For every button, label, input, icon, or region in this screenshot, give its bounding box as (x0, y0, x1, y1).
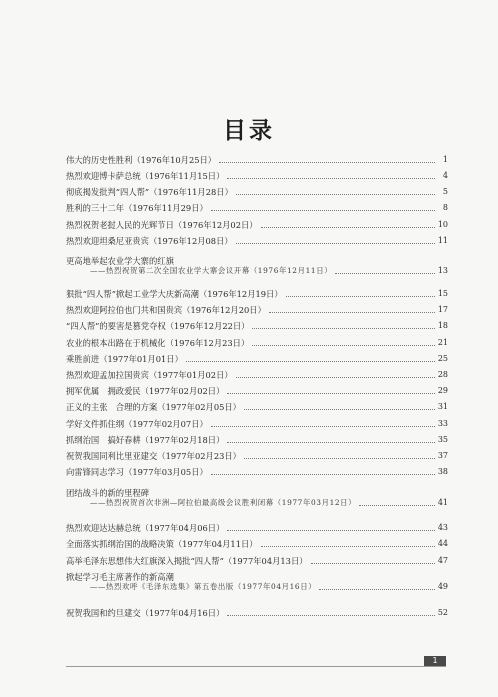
toc-entry-title: 彻底揭发批判“四人帮”（1976年11月28日） (66, 187, 233, 197)
toc-entry-page: 28 (437, 370, 448, 379)
toc-entry-page: 33 (437, 419, 448, 428)
dot-leader (335, 268, 435, 274)
toc-entry-page: 52 (437, 608, 448, 617)
dot-leader (227, 525, 434, 531)
toc-entry-page: 5 (442, 187, 448, 196)
toc-entry[interactable] (66, 321, 448, 331)
toc-entry[interactable] (66, 451, 448, 461)
toc-entry[interactable] (66, 419, 448, 429)
toc-entry[interactable] (66, 338, 448, 348)
toc-entry-title: 热烈祝贺老挝人民的光辉节日（1976年12月02日） (66, 220, 258, 230)
toc-entry[interactable] (66, 539, 448, 549)
toc-entry[interactable] (66, 488, 448, 508)
dot-leader (227, 388, 434, 394)
toc-entry[interactable] (66, 203, 448, 213)
toc-entry-title: 胜利的三十二年（1976年11月29日） (66, 203, 208, 213)
toc-entry[interactable] (66, 289, 448, 299)
toc-entry[interactable] (66, 256, 448, 276)
toc-entry-page: 37 (437, 451, 448, 460)
dot-leader (319, 584, 435, 590)
dot-leader (186, 356, 435, 362)
dot-leader (269, 307, 435, 313)
toc-entry[interactable] (66, 354, 448, 364)
toc-entry-page: 1 (442, 155, 448, 164)
toc-entry-title: 向雷锋同志学习（1977年03月05日） (66, 467, 208, 477)
toc-entry-title: 热烈欢迎达达赫总统（1977年04月06日） (66, 523, 225, 533)
toc-entry-page: 43 (437, 523, 448, 532)
toc-entry[interactable] (66, 435, 448, 445)
toc-entry-title: 祝贺我国同利比里亚建交（1977年02月23日） (66, 451, 241, 461)
dot-leader (211, 205, 435, 211)
toc-entry[interactable] (66, 305, 448, 315)
toc-entry-page: 25 (437, 354, 448, 363)
toc-entry-title: 抓纲治国 搞好春耕（1977年02月18日） (66, 435, 225, 445)
toc-entry-page: 29 (437, 386, 448, 395)
toc-entry-title: “四人帮”的要害是篡党夺权（1976年12月22日） (66, 321, 250, 331)
dot-leader (311, 558, 435, 564)
toc-entry[interactable] (66, 523, 448, 533)
toc-entry-title: 学好文件抓住纲（1977年02月07日） (66, 419, 208, 429)
toc-entry-page: 41 (437, 498, 448, 507)
toc-entry-page: 15 (437, 289, 448, 298)
toc-entry-page: 8 (442, 203, 448, 212)
toc-entry-page: 13 (437, 266, 448, 275)
dot-leader (227, 437, 434, 443)
dot-leader (261, 541, 435, 547)
toc-entry[interactable] (66, 386, 448, 396)
toc-entry-title: 农业的根本出路在于机械化（1976年12月23日） (66, 338, 250, 348)
dot-leader (236, 238, 435, 244)
toc-entry[interactable] (66, 556, 448, 566)
toc-entry-title: 热烈欢迎博卡萨总统（1976年11月15日） (66, 171, 225, 181)
toc-entry[interactable] (66, 370, 448, 380)
dot-leader (244, 453, 435, 459)
toc-entry-page: 10 (437, 220, 448, 229)
toc-entry-page: 31 (437, 402, 448, 411)
toc-entry-page: 17 (437, 305, 448, 314)
toc-entry-heading: 掀起学习毛主席著作的新高潮 (66, 572, 174, 582)
page-title: 目录 (223, 117, 275, 144)
toc-entry-title: 热烈欢迎孟加拉国贵宾（1977年01月02日） (66, 370, 233, 380)
dot-leader (261, 222, 435, 228)
toc-entry[interactable] (66, 467, 448, 477)
toc-entry-subtitle: ——热烈祝贺首次非洲—阿拉伯最高级会议胜利闭幕（1977年03月12日） (90, 498, 357, 507)
toc-entry-heading: 更高地举起农业学大寨的红旗 (66, 256, 174, 266)
toc-entry-title: 正义的主张 合理的方案（1977年02月05日） (66, 402, 241, 412)
dot-leader (286, 291, 435, 297)
toc-entry-page: 11 (437, 236, 448, 245)
dot-leader (236, 372, 435, 378)
toc-entry-title: 祝贺我国和约旦建交（1977年04月16日） (66, 608, 225, 618)
toc-entry-title: 狠批“四人帮”掀起工业学大庆新高潮（1976年12月19日） (66, 289, 283, 299)
dot-leader (211, 421, 435, 427)
toc-entry[interactable] (66, 155, 448, 165)
toc-entry[interactable] (66, 220, 448, 230)
toc-entry-title: 高举毛泽东思想伟大红旗深入揭批“四人帮”（1977年04月13日） (66, 556, 308, 566)
toc-entry[interactable] (66, 608, 448, 618)
toc-entry-title: 拥军优属 拥政爱民（1977年02月02日） (66, 386, 225, 396)
dot-leader (211, 469, 435, 475)
toc-entry[interactable] (66, 171, 448, 181)
toc-entry-title: 乘胜前进（1977年01月01日） (66, 354, 183, 364)
toc-entry-page: 44 (437, 539, 448, 548)
dot-leader (219, 157, 435, 163)
toc-entry-title: 热烈欢迎坦桑尼亚贵宾（1976年12月08日） (66, 236, 233, 246)
toc-entry-title: 全面落实抓纲治国的战略决策（1977年04月11日） (66, 539, 258, 549)
toc-entry[interactable] (66, 187, 448, 197)
toc-entry-page: 4 (442, 171, 448, 180)
toc-entry[interactable] (66, 572, 448, 592)
toc-entry[interactable] (66, 402, 448, 412)
toc-entry-page: 38 (437, 467, 448, 476)
toc-entry-subtitle: ——热烈祝贺第二次全国农业学大寨会议开幕（1976年12月11日） (90, 266, 333, 275)
toc-entry-page: 21 (437, 338, 448, 347)
dot-leader (244, 404, 435, 410)
toc-entry-page: 35 (437, 435, 448, 444)
toc-entry-title: 热烈欢迎阿拉伯也门共和国贵宾（1976年12月20日） (66, 305, 266, 315)
toc-entry-heading: 团结战斗的新的里程碑 (66, 488, 149, 498)
toc-entry-title: 伟大的历史性胜利（1976年10月25日） (66, 155, 217, 165)
page-number: 1 (424, 656, 446, 666)
toc-entry-subtitle: ——热烈欢呼《毛泽东选集》第五卷出版（1977年04月16日） (90, 582, 317, 591)
dot-leader (227, 610, 434, 616)
toc-entry-page: 47 (437, 556, 448, 565)
toc-entry-page: 49 (437, 582, 448, 591)
toc-entry-page: 18 (437, 321, 448, 330)
dot-leader (236, 189, 435, 195)
dot-leader (227, 173, 435, 179)
toc-entry[interactable] (66, 236, 448, 246)
bottom-rule (66, 666, 446, 667)
dot-leader (252, 340, 435, 346)
dot-leader (359, 500, 435, 506)
dot-leader (252, 323, 434, 329)
